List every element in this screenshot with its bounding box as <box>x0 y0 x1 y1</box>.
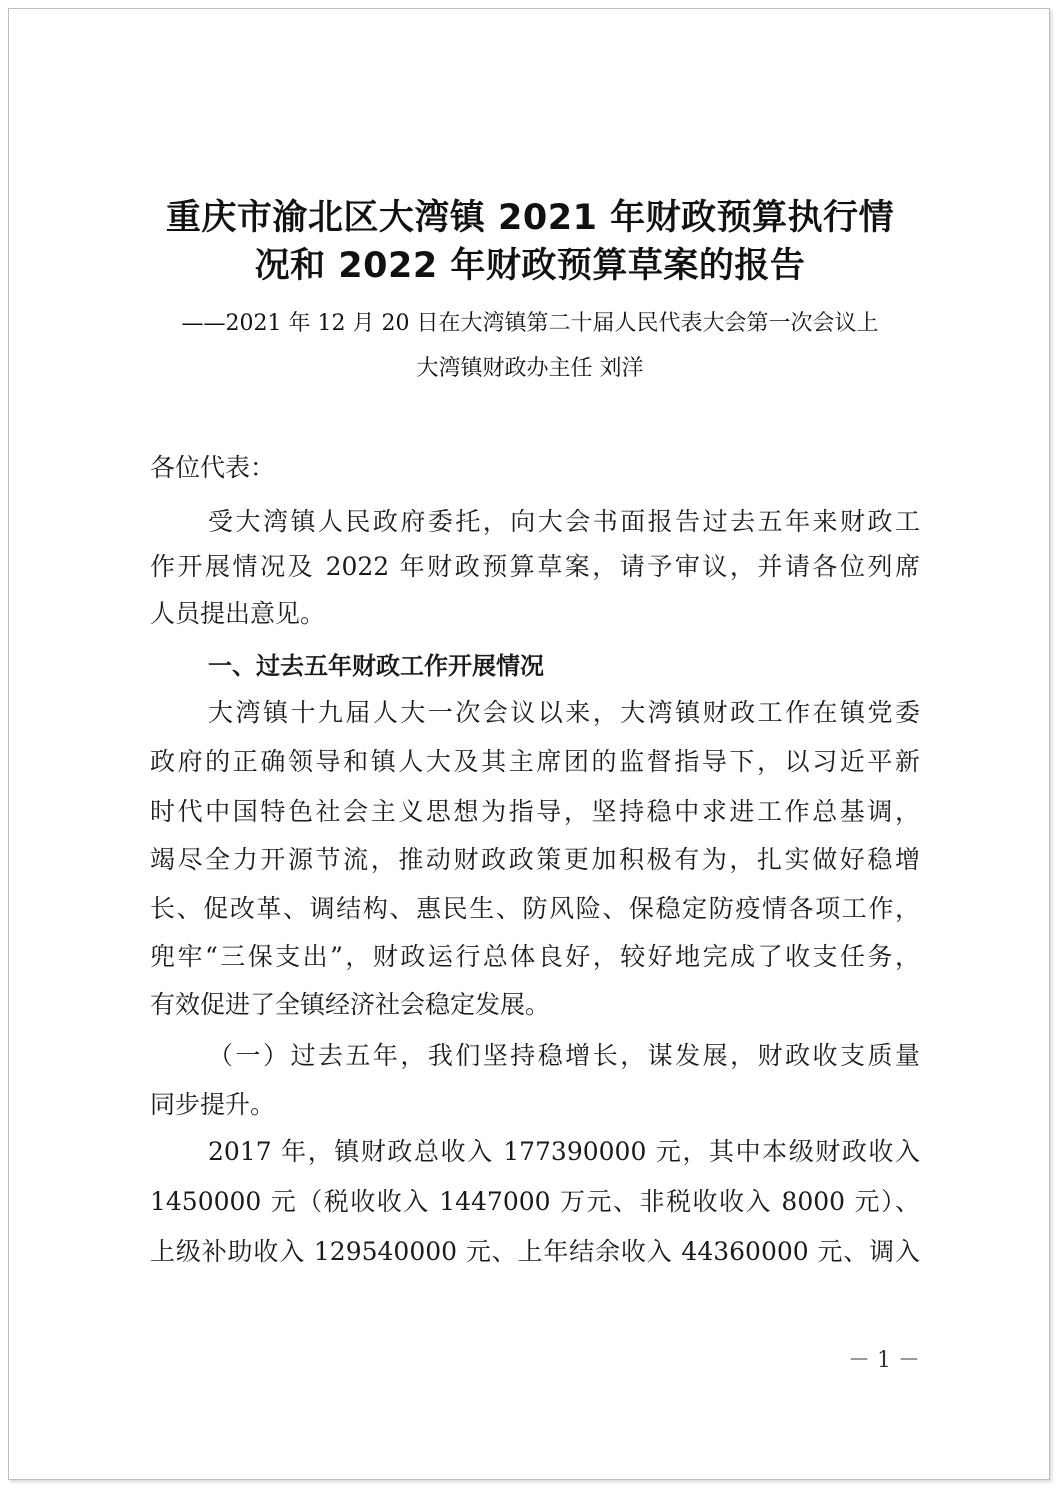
section-1-heading: 一、过去五年财政工作开展情况 <box>208 652 544 680</box>
paragraph-1-line-1: 受大湾镇人民政府委托，向大会书面报告过去五年来财政工 <box>208 507 920 536</box>
paragraph-1-line-2: 作开展情况及 2022 年财政预算草案，请予审议，并请各位列席 <box>150 552 920 581</box>
paragraph-2-line-2: 政府的正确领导和镇人大及其主席团的监督指导下，以习近平新 <box>150 747 920 776</box>
paragraph-2-line-7: 有效促进了全镇经济社会稳定发展。 <box>150 990 551 1019</box>
document-subtitle-author: 大湾镇财政办主任 刘洋 <box>416 356 644 381</box>
paragraph-2-line-6: 兜牢“三保支出”，财政运行总体良好，较好地完成了收支任务， <box>150 942 920 971</box>
paragraph-3-line-1: 2017 年，镇财政总收入 177390000 元，其中本级财政收入 <box>208 1137 920 1166</box>
document-title-line-2: 况和 2022 年财政预算草案的报告 <box>254 246 806 286</box>
paragraph-3-line-2: 1450000 元（税收收入 1447000 万元、非税收收入 8000 元）、 <box>150 1187 920 1216</box>
paragraph-2-line-1: 大湾镇十九届人大一次会议以来，大湾镇财政工作在镇党委 <box>208 698 920 727</box>
document-subtitle-meeting: ——2021 年 12 月 20 日在大湾镇第二十届人民代表大会第一次会议上 <box>181 311 879 336</box>
page-number: － 1 － <box>848 1348 920 1373</box>
paragraph-3-line-3: 上级补助收入 129540000 元、上年结余收入 44360000 元、调入 <box>150 1237 920 1266</box>
paragraph-2-line-5: 长、促改革、调结构、惠民生、防风险、保稳定防疫情各项工作， <box>150 894 920 923</box>
paragraph-1-line-3: 人员提出意见。 <box>150 599 326 628</box>
subsection-1-line-2: 同步提升。 <box>150 1090 276 1119</box>
subsection-1-line-1: （一）过去五年，我们坚持稳增长，谋发展，财政收支质量 <box>208 1041 920 1070</box>
document-title-line-1: 重庆市渝北区大湾镇 2021 年财政预算执行情 <box>165 198 895 238</box>
paragraph-2-line-4: 竭尽全力开源节流，推动财政政策更加积极有为，扎实做好稳增 <box>150 845 920 874</box>
paragraph-2-line-3: 时代中国特色社会主义思想为指导，坚持稳中求进工作总基调， <box>150 797 920 826</box>
salutation: 各位代表： <box>150 453 276 482</box>
